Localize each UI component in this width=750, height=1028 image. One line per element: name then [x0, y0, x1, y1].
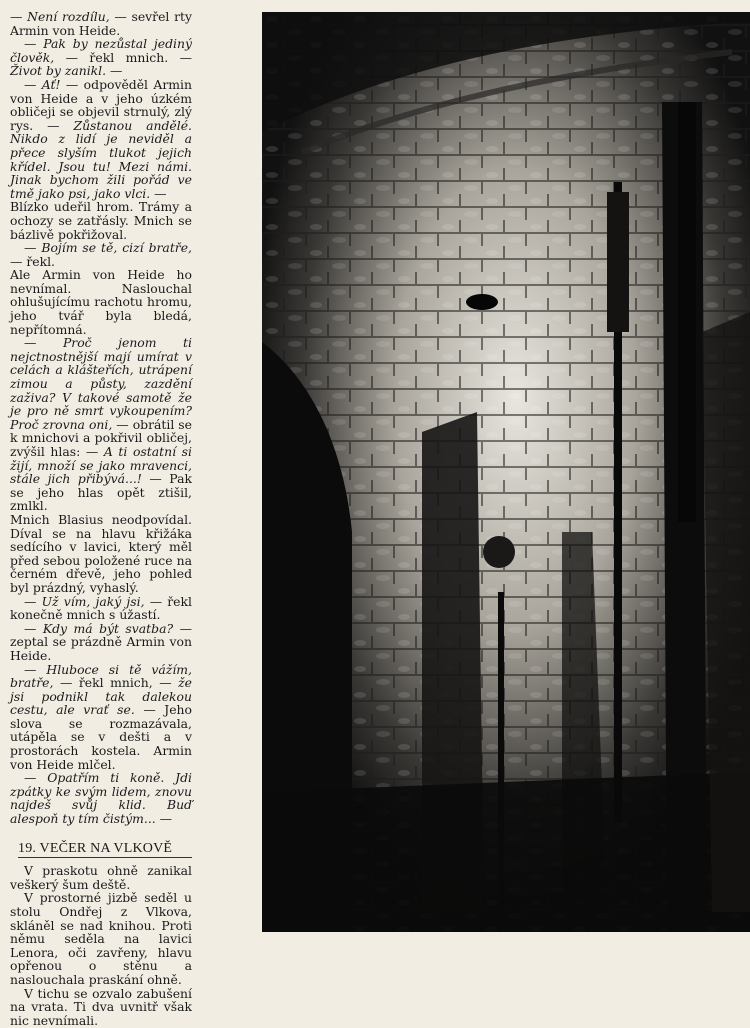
- paragraph: Mnich Blasius neodpovídal. Díval se na hlavu křižáka sedícího v lavici, který měl před sebou položené ruce na černém dřevě, jeho pohled byl prázdný, vyhaslý.: [10, 511, 192, 595]
- paragraph: — Kdy má být svatba? — zeptal se prázdně Armin von Heide.: [10, 620, 192, 663]
- paragraph: — Hluboce si tě vážím, bratře, — řekl mnich, — že jsi podnikl tak dalekou cestu, ale vrať se. — Jeho slova se rozmazávala, utápěla se v dešti a v prostorách kostela. Armin von Heide mlčel.: [10, 661, 193, 772]
- text-column: [10, 10, 192, 1027]
- paragraph: V tichu se ozvalo zabušení na vrata. Ti dva uvnitř však nic nevnímali.: [10, 985, 192, 1028]
- paragraph: — Už vím, jaký jsi, — řekl konečně mnich s úžastí.: [10, 593, 192, 623]
- paragraph: V praskotu ohně zanikal veškerý šum deště.: [10, 863, 192, 892]
- paragraph: — Není rozdílu, — sevřel rty Armin von Heide.: [10, 9, 192, 38]
- chapter-heading: 19. VEČER NA VLKOVĚ: [18, 842, 192, 859]
- paragraph: — Opatřím ti koně. Jdi zpátky ke svým lidem, znovu najdeš svůj klid. Buď alespoň ty tím čistým... —: [10, 770, 192, 827]
- chapter-paragraphs: [10, 864, 192, 1027]
- paragraph: — Pak by nezůstal jediný člověk, — řekl mnich. — Život by zanikl. —: [10, 36, 192, 79]
- paragraph: Blízko udeřil hrom. Trámy a ochozy se zatřásly. Mnich se bázlivě pokřižoval.: [10, 199, 192, 242]
- paragraph: — Bojím se tě, cizí bratře, — řekl.: [10, 240, 192, 269]
- photo-wall-candles: [262, 12, 750, 932]
- paragraph: Ale Armin von Heide ho nevnímal. Naslouchal ohlušujícímu rachotu hromu, jeho tvář byla bledá, nepřítomná.: [10, 267, 192, 337]
- paragraph: — Proč jenom ti nejctnostnější mají umírat v celách a klášteřích, utrápení zimou a půsty, zazdění zaživa? V takové samotě že je pro ně smrt vykoupením? Proč zrovna oni, — obrátil se k mnichovi a pokřivil obličej, zvýšil hlas: — A ti ostatní si žijí, množí se jako mravenci, stále jich přibývá...! — Pak se jeho hlas opět ztišil, zmlkl.: [10, 335, 192, 514]
- dialogue-paragraphs: [10, 10, 192, 826]
- illustration-photo: [262, 12, 750, 932]
- paragraph: — Ať! — odpověděl Armin von Heide a v jeho úzkém obličeji se objevil strnulý, zlý rys. — Zůstanou andělé. Nikdo z lidí je neviděl a přece slyším tlukot jejich křídel. Jsou tu! Mezi námi. Jinak bychom žili pořád ve tmě jako psi, jako vlci. —: [10, 76, 192, 201]
- paragraph: V prostorné jizbě seděl u stolu Ondřej z Vlkova, skláněl se nad knihou. Proti němu seděla na lavici Lenora, oči zavřeny, hlavu opřenou o stěnu a naslouchala praskání ohně.: [10, 890, 192, 987]
